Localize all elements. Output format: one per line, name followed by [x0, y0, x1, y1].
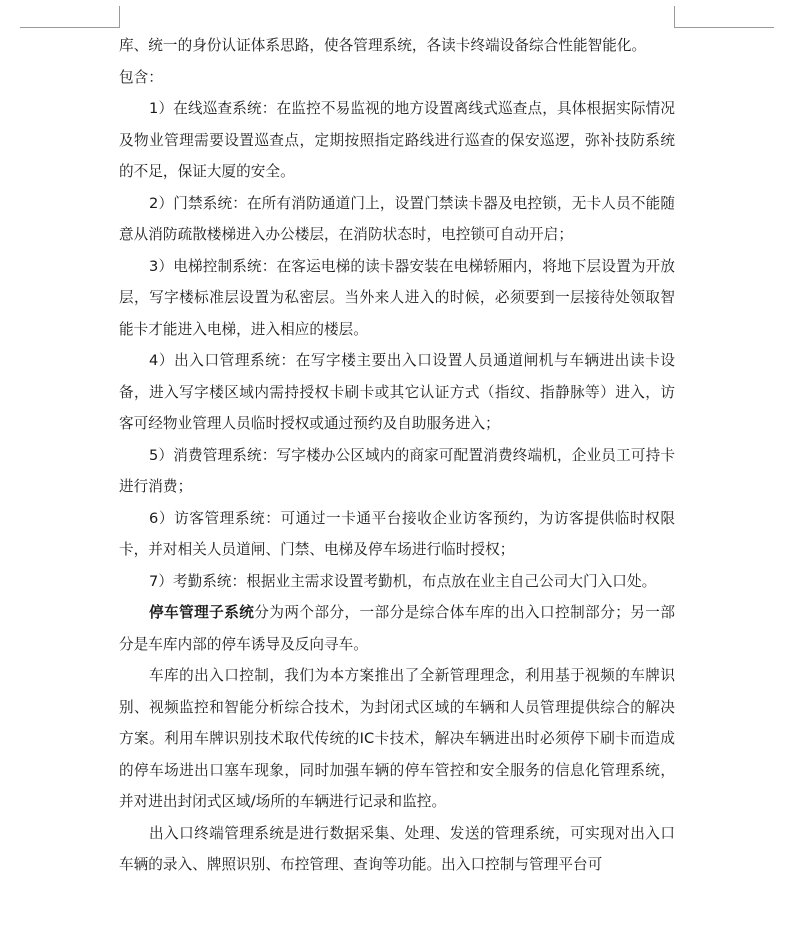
- document-body: [119, 30, 675, 881]
- crop-mark-right-vertical: [674, 6, 675, 28]
- paragraph-patrol-system: 1）在线巡查系统：在监控不易监视的地方设置离线式巡查点，具体根据实际情况及物业管理需要设置巡查点，定期按照指定路线进行巡查的保安巡逻，弥补技防系统的不足，保证大厦的安全。: [119, 100, 675, 180]
- paragraph-garage-entrance: 车库的出入口控制，我们为本方案推出了全新管理理念，利用基于视频的车牌识别、视频监控和智能分析综合技术，为封闭式区域的车辆和人员管理提供综合的解决方案。利用车牌识别技术取代传统的IC卡技术，解决车辆进出时必须停下刷卡而造成的停车场进出口塞车现象，同时加强车辆的停车管控和安全服务的信息化管理系统，并对进出封闭式区域/场所的车辆进行记录和监控。: [119, 667, 675, 810]
- paragraph-entrance-management: 4）出入口管理系统：在写字楼主要出入口设置人员通道闸机与车辆进出读卡设备，进入写字楼区域内需持授权卡刷卡或其它认证方式（指纹、指静脉等）进入，访客可经物业管理人员临时授权或通过预约及自助服务进入；: [119, 352, 675, 432]
- paragraph-elevator-control: 3）电梯控制系统：在客运电梯的读卡器安装在电梯轿厢内，将地下层设置为开放层，写字楼标准层设置为私密层。当外来人进入的时候，必须要到一层接待处领取智能卡才能进入电梯，进入相应的楼层。: [119, 257, 675, 338]
- paragraph-text: 分为两个部分，一部分是综合体车库的出入口控制部分；另一部分是车库内部的停车诱导及反向寻车。: [119, 604, 675, 653]
- paragraph-terminal-management: 出入口终端管理系统是进行数据采集、处理、发送的管理系统，可实现对出入口车辆的录入、牌照识别、布控管理、查询等功能。出入口控制与管理平台可: [119, 824, 675, 873]
- paragraph-consumption-management: 5）消费管理系统：写字楼办公区域内的商家可配置消费终端机，企业员工可持卡进行消费；: [119, 446, 675, 495]
- paragraph-attendance: 7）考勤系统：根据业主需求设置考勤机，布点放在业主自己公司大门入口处。: [149, 572, 657, 590]
- paragraph-visitor-management: 6）访客管理系统：可通过一卡通平台接收企业访客预约，为访客提供临时权限卡，并对相关人员道闸、门禁、电梯及停车场进行临时授权；: [119, 509, 675, 558]
- paragraph: 库、统一的身份认证体系思路，使各管理系统，各读卡终端设备综合性能智能化。: [119, 37, 647, 54]
- bold-term: 停车管理子系统: [149, 604, 255, 621]
- paragraph-parking-subsystem: [119, 597, 675, 660]
- paragraph-access-control: 2）门禁系统：在所有消防通道门上，设置门禁读卡器及电控锁，无卡人员不能随意从消防疏散楼梯进入办公楼层，在消防状态时，电控锁可自动开启；: [119, 194, 675, 243]
- crop-mark-right-horizontal: [674, 27, 774, 28]
- crop-mark-left-horizontal: [20, 27, 120, 28]
- paragraph: 包含：: [119, 68, 163, 86]
- crop-mark-left-vertical: [119, 6, 120, 28]
